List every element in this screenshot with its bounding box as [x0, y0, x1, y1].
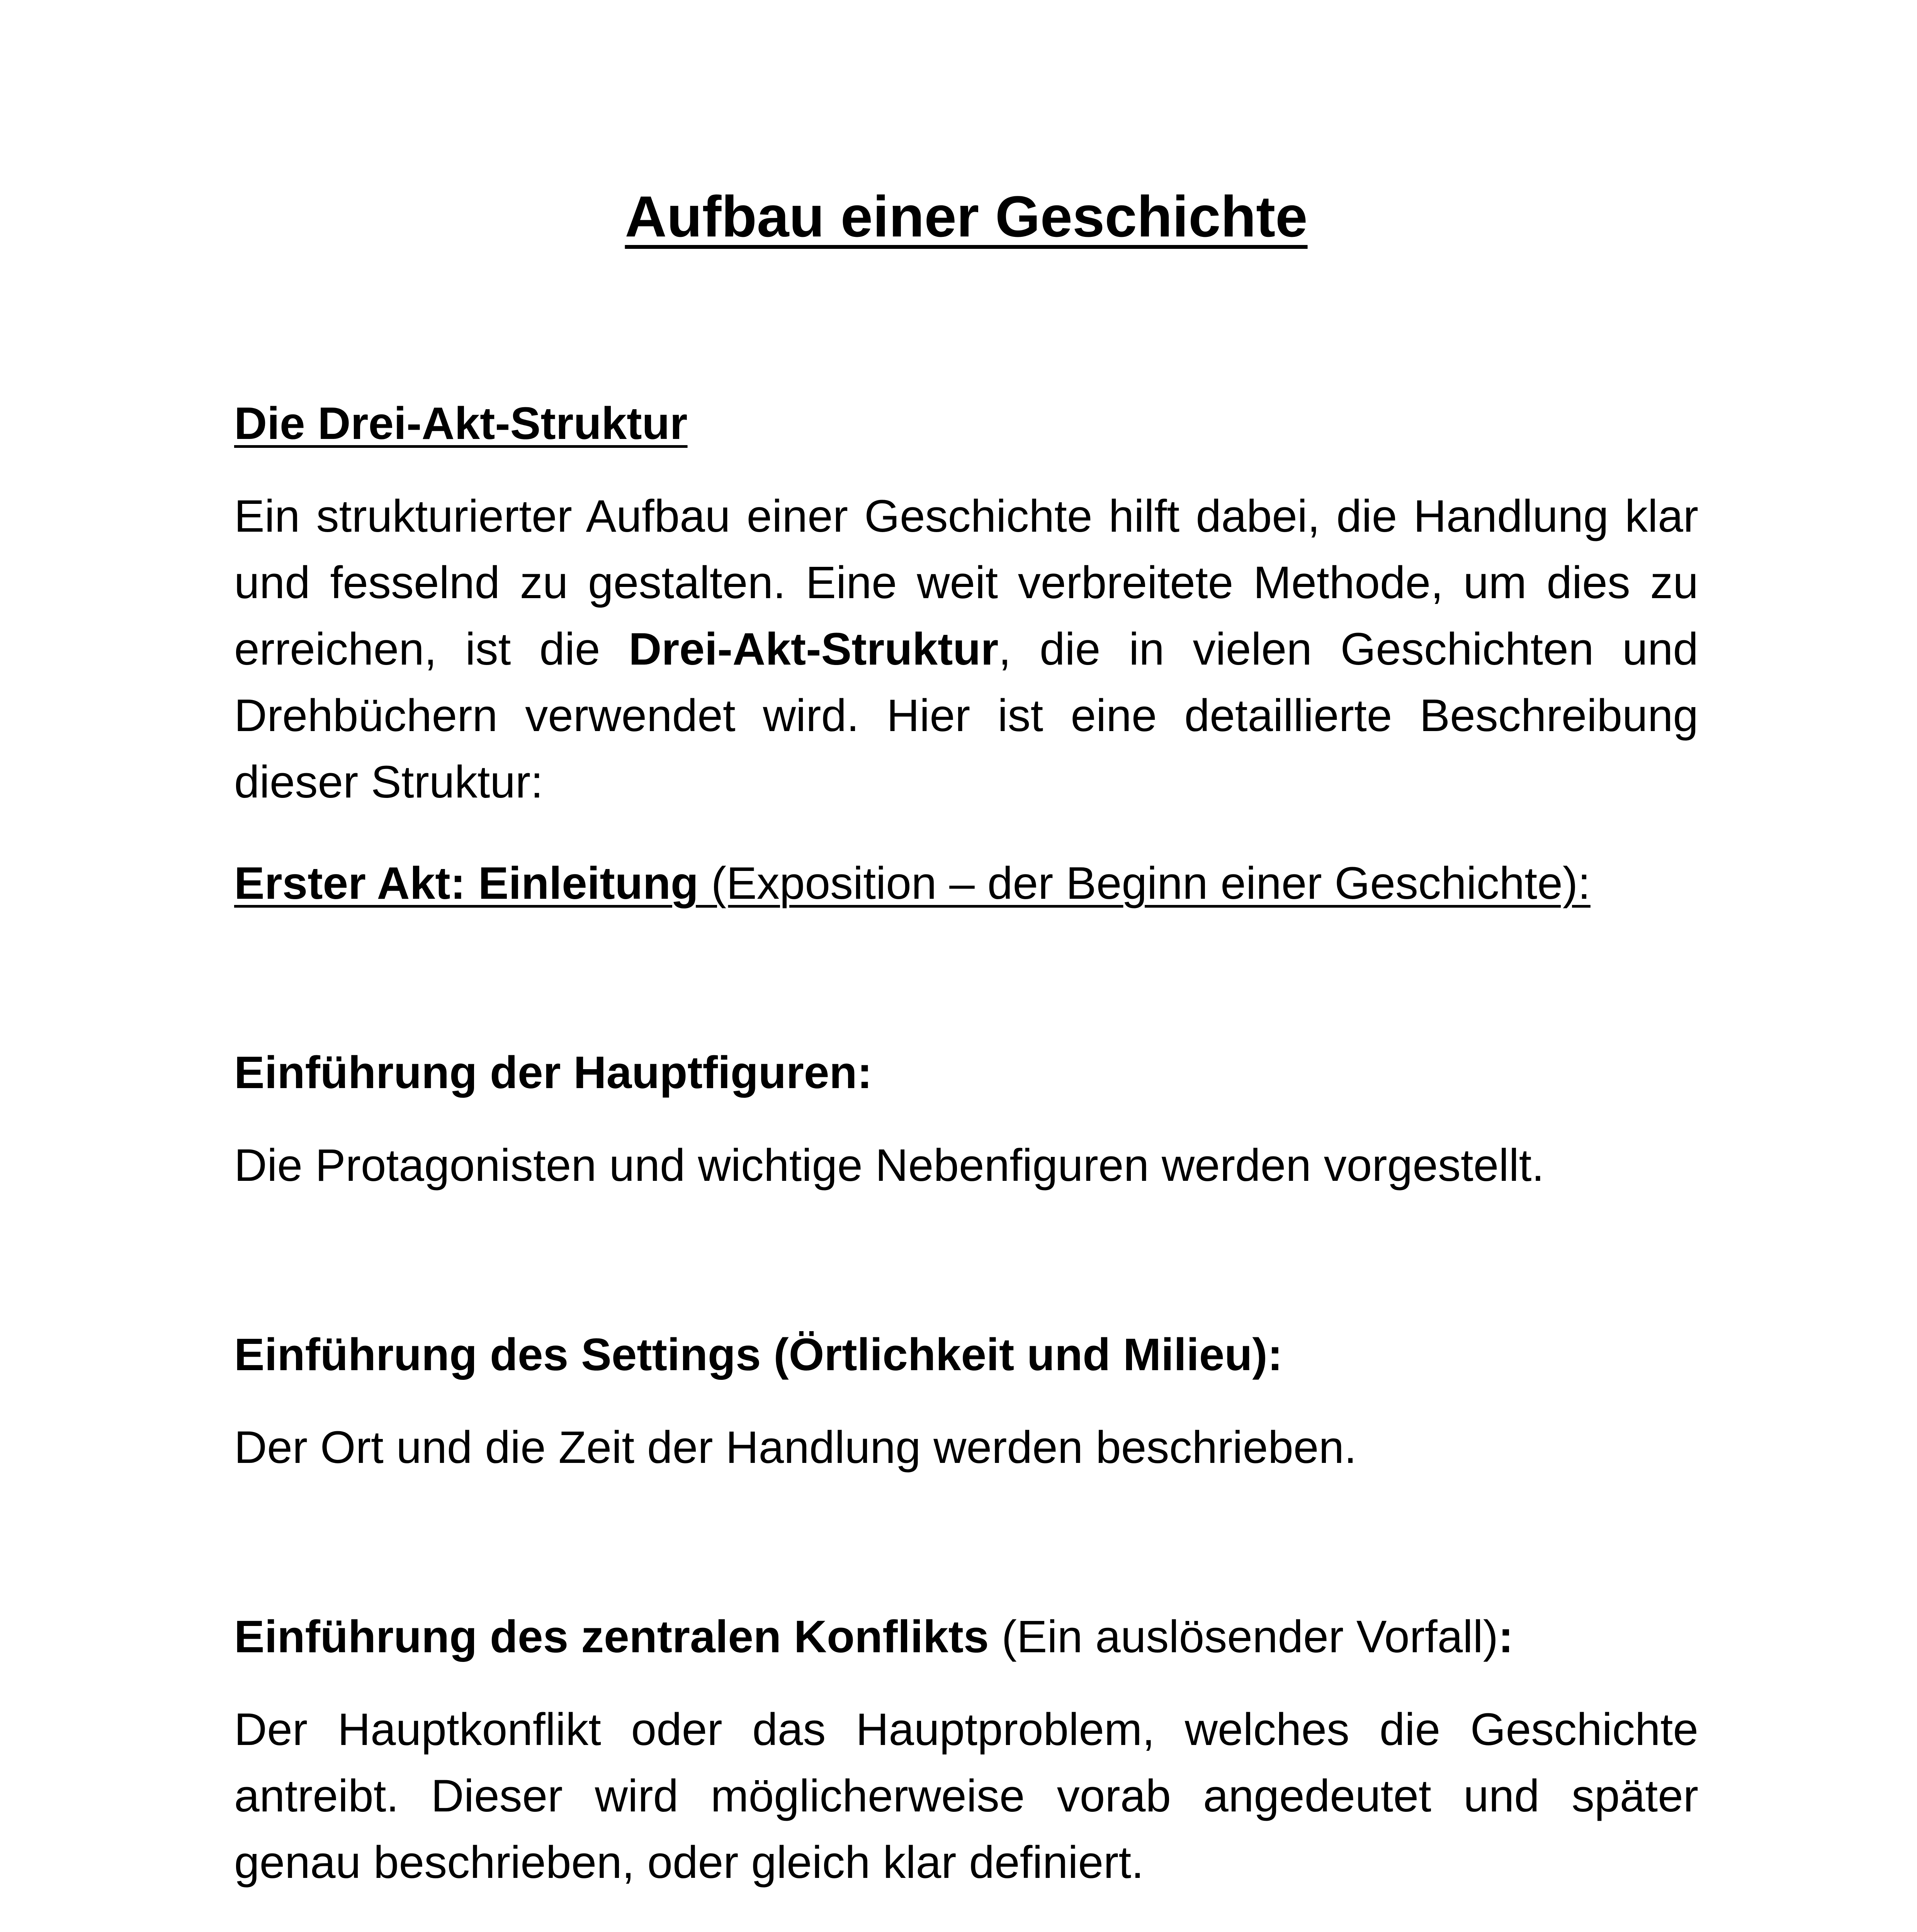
setting-text: Der Ort und die Zeit der Handlung werden beschrieben.: [234, 1422, 1357, 1473]
intro-paragraph: [234, 483, 1698, 815]
act-one-subtitle: (Exposition – der Beginn einer Geschichte):: [698, 858, 1591, 909]
intro-text-part1: Ein strukturierter Aufbau einer Geschichte hilft dabei, die Handlung klar und fesselnd zu gestalten. Eine weit verbreitete Methode, um dies zu erreichen, ist die: [234, 491, 1698, 675]
conflict-heading-note: (Ein auslösender Vorfall): [989, 1611, 1499, 1662]
section-heading: Die Drei-Akt-Struktur: [234, 398, 688, 449]
intro-text-part2: , die in vielen Geschichten und Drehbüchern verwendet wird. Hier ist eine detaillierte Beschreibung dieser Struktur:: [234, 624, 1698, 808]
act-one-label: Erster Akt: Einleitung: [234, 858, 699, 909]
conflict-text: Der Hauptkonflikt oder das Hauptproblem, welches die Geschichte antreibt. Dieser wird möglicherweise vorab angedeutet und später genau beschrieben, oder gleich klar definiert.: [234, 1704, 1698, 1888]
main-characters-heading: Einführung der Hauptfiguren:: [234, 1047, 872, 1098]
setting-heading: Einführung des Settings (Örtlichkeit und Milieu):: [234, 1329, 1283, 1380]
act-one-heading: [234, 850, 1698, 917]
intro-text-bold: Drei-Akt-Struktur: [629, 624, 999, 675]
main-characters-text: Die Protagonisten und wichtige Nebenfiguren werden vorgestellt.: [234, 1140, 1545, 1191]
page-title: Aufbau einer Geschichte: [625, 184, 1308, 249]
conflict-heading-bold: Einführung des zentralen Konflikts: [234, 1611, 989, 1662]
conflict-heading-colon: :: [1498, 1611, 1514, 1662]
conflict-heading: [234, 1604, 1698, 1670]
